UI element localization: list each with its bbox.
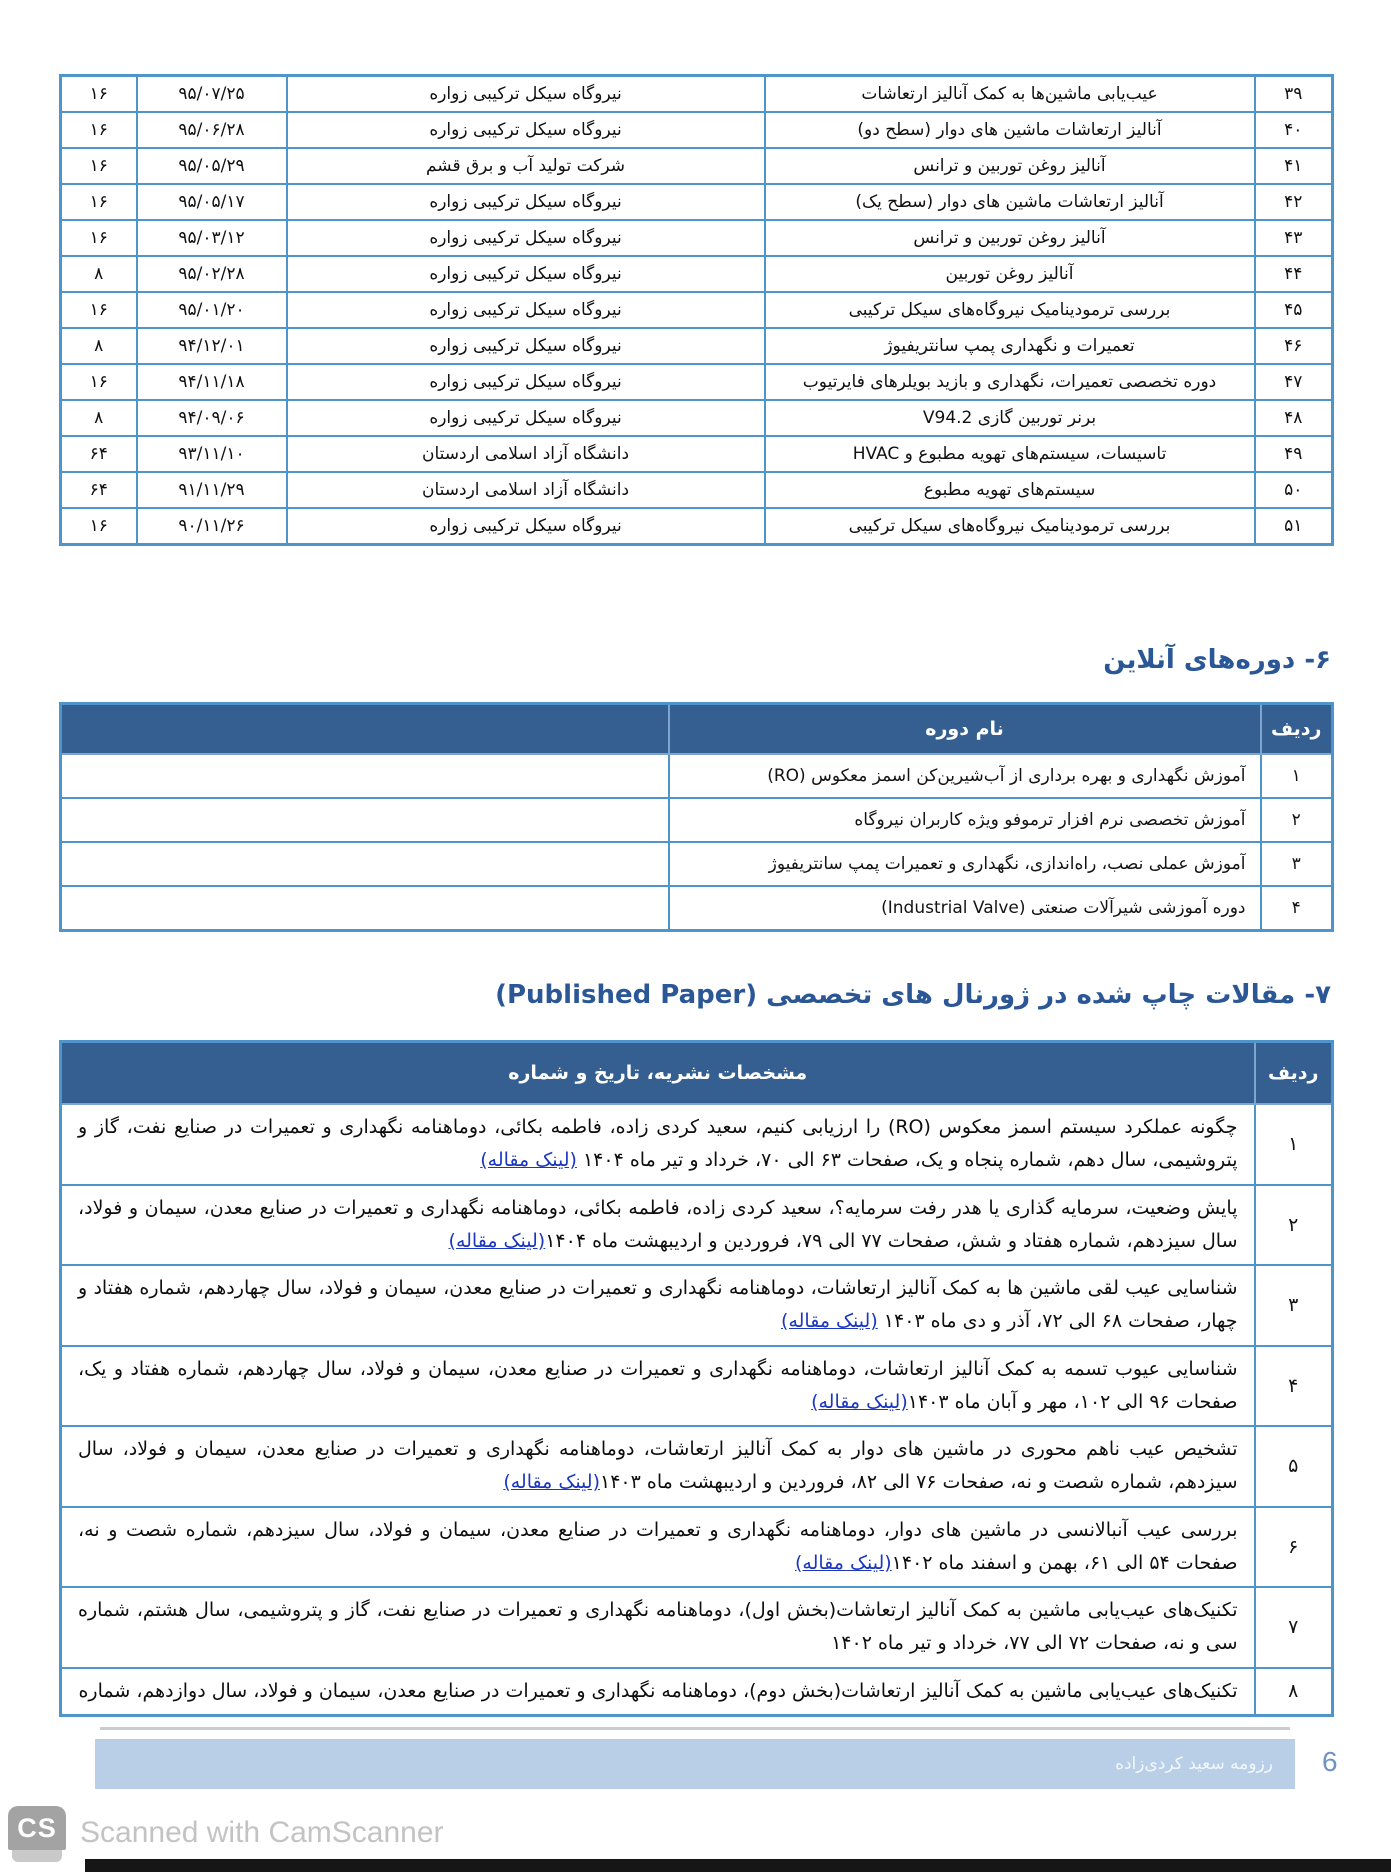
course-name: آنالیز روغن توربین و ترانس	[765, 220, 1255, 256]
course-row	[61, 328, 1333, 364]
course-place: نیروگاه سیکل ترکیبی زواره	[287, 220, 765, 256]
online-courses-table	[59, 702, 1334, 932]
course-date: ۹۳/۱۱/۱۰	[137, 436, 287, 472]
course-date: ۹۵/۰۶/۲۸	[137, 112, 287, 148]
paper-row-number: ۶	[1255, 1507, 1333, 1588]
course-name: آنالیز روغن توربین	[765, 256, 1255, 292]
course-row	[61, 472, 1333, 508]
online-course-row	[61, 886, 1333, 931]
paper-citation-text: شناسایی عیب لقی ماشین ها به کمک آنالیز ارتعاشات، دوماهنامه نگهداری و تعمیرات در صنایع معدن، سیمان و فولاد، سال چهاردهم، شماره هفتاد و چهار، صفحات ۶۸ الی ۷۲، آذر و دی ماه ۱۴۰۳	[78, 1277, 1238, 1333]
course-date: ۹۴/۰۹/۰۶	[137, 400, 287, 436]
course-row	[61, 76, 1333, 113]
course-row	[61, 292, 1333, 328]
online-course-row	[61, 754, 1333, 798]
course-place: نیروگاه سیکل ترکیبی زواره	[287, 364, 765, 400]
papers-header-description: مشخصات نشریه، تاریخ و شماره	[61, 1042, 1255, 1105]
course-name: بررسی ترمودینامیک نیروگاه‌های سیکل ترکیبی	[765, 508, 1255, 545]
camscanner-logo-box: CS	[8, 1806, 66, 1850]
course-row	[61, 220, 1333, 256]
paper-row-number: ۴	[1255, 1346, 1333, 1427]
online-course-name: آموزش عملی نصب، راه‌اندازی، نگهداری و تعمیرات پمپ سانتریفیوژ	[669, 842, 1261, 886]
paper-description	[61, 1346, 1255, 1427]
paper-link[interactable]: (لینک مقاله)	[480, 1149, 577, 1172]
course-row-number: ۴۳	[1255, 220, 1333, 256]
papers-table-body	[61, 1104, 1333, 1715]
online-row-number: ۳	[1261, 842, 1333, 886]
online-table-body	[61, 754, 1333, 931]
course-row	[61, 364, 1333, 400]
course-name: آنالیز ارتعاشات ماشین های دوار (سطح دو)	[765, 112, 1255, 148]
course-place: دانشگاه آزاد اسلامی اردستان	[287, 436, 765, 472]
course-place: نیروگاه سیکل ترکیبی زواره	[287, 256, 765, 292]
course-date: ۹۵/۰۵/۱۷	[137, 184, 287, 220]
course-row	[61, 256, 1333, 292]
course-hours: ۱۶	[61, 292, 137, 328]
paper-citation-text: تکنیک‌های عیب‌یابی ماشین به کمک آنالیز ارتعاشات(بخش اول)، دوماهنامه نگهداری و تعمیرات در صنایع نفت، گاز و پتروشیمی، سال هشتم، شماره سی و نه، صفحات ۷۲ الی ۷۷، خرداد و تیر ماه ۱۴۰۲	[78, 1599, 1238, 1655]
paper-row-number: ۱	[1255, 1104, 1333, 1185]
course-name: آنالیز روغن توربین و ترانس	[765, 148, 1255, 184]
paper-description	[61, 1265, 1255, 1346]
online-table-header-row	[61, 704, 1333, 755]
paper-row	[61, 1346, 1333, 1427]
course-row-number: ۵۰	[1255, 472, 1333, 508]
paper-row	[61, 1104, 1333, 1185]
course-row-number: ۴۶	[1255, 328, 1333, 364]
online-blank-cell	[61, 754, 669, 798]
course-date: ۹۵/۰۱/۲۰	[137, 292, 287, 328]
paper-link[interactable]: (لینک مقاله)	[503, 1471, 600, 1494]
course-hours: ۸	[61, 256, 137, 292]
online-course-row	[61, 798, 1333, 842]
footer-title: رزومه سعید کردی‌زاده	[1115, 1754, 1273, 1774]
course-date: ۹۴/۱۱/۱۸	[137, 364, 287, 400]
course-hours: ۸	[61, 400, 137, 436]
paper-description	[61, 1426, 1255, 1507]
paper-row-number: ۵	[1255, 1426, 1333, 1507]
paper-link[interactable]: (لینک مقاله)	[811, 1390, 908, 1413]
section-6-title: ۶- دوره‌های آنلاین	[1103, 645, 1331, 675]
course-row-number: ۴۲	[1255, 184, 1333, 220]
course-name: سیستم‌های تهویه مطبوع	[765, 472, 1255, 508]
paper-row	[61, 1426, 1333, 1507]
course-hours: ۶۴	[61, 472, 137, 508]
course-row	[61, 436, 1333, 472]
paper-row	[61, 1185, 1333, 1266]
course-name: دوره تخصصی تعمیرات، نگهداری و بازید بویلرهای فایرتیوب	[765, 364, 1255, 400]
course-hours: ۱۶	[61, 148, 137, 184]
courses-table-body	[61, 76, 1333, 545]
course-row	[61, 400, 1333, 436]
course-row-number: ۴۴	[1255, 256, 1333, 292]
course-row-number: ۴۱	[1255, 148, 1333, 184]
online-course-name: دوره آموزشی شیرآلات صنعتی (Industrial Valve)	[669, 886, 1261, 931]
course-date: ۹۵/۰۷/۲۵	[137, 76, 287, 113]
footer-bar	[95, 1739, 1295, 1789]
camscanner-label: Scanned with CamScanner	[80, 1816, 444, 1849]
course-date: ۹۱/۱۱/۲۹	[137, 472, 287, 508]
paper-link[interactable]: (لینک مقاله)	[781, 1310, 878, 1333]
course-date: ۹۵/۰۵/۲۹	[137, 148, 287, 184]
course-row-number: ۴۹	[1255, 436, 1333, 472]
course-name: آنالیز ارتعاشات ماشین های دوار (سطح یک)	[765, 184, 1255, 220]
online-course-name: آموزش تخصصی نرم افزار ترموفو ویژه کاربران نیروگاه	[669, 798, 1261, 842]
course-name: بررسی ترمودینامیک نیروگاه‌های سیکل ترکیبی	[765, 292, 1255, 328]
course-date: ۹۴/۱۲/۰۱	[137, 328, 287, 364]
course-hours: ۱۶	[61, 76, 137, 113]
course-place: نیروگاه سیکل ترکیبی زواره	[287, 400, 765, 436]
course-row-number: ۳۹	[1255, 76, 1333, 113]
paper-description	[61, 1185, 1255, 1266]
course-hours: ۱۶	[61, 220, 137, 256]
course-place: دانشگاه آزاد اسلامی اردستان	[287, 472, 765, 508]
course-place: نیروگاه سیکل ترکیبی زواره	[287, 76, 765, 113]
paper-row-number: ۲	[1255, 1185, 1333, 1266]
paper-row-number: ۷	[1255, 1587, 1333, 1668]
course-hours: ۱۶	[61, 364, 137, 400]
paper-row	[61, 1668, 1333, 1716]
course-hours: ۶۴	[61, 436, 137, 472]
course-place: نیروگاه سیکل ترکیبی زواره	[287, 292, 765, 328]
online-blank-cell	[61, 842, 669, 886]
paper-description	[61, 1587, 1255, 1668]
paper-link[interactable]: (لینک مقاله)	[794, 1551, 892, 1574]
course-date: ۹۵/۰۳/۱۲	[137, 220, 287, 256]
online-course-row	[61, 842, 1333, 886]
online-header-blank	[61, 704, 669, 755]
course-row	[61, 508, 1333, 545]
paper-row	[61, 1507, 1333, 1588]
paper-row	[61, 1587, 1333, 1668]
online-row-number: ۲	[1261, 798, 1333, 842]
course-date: ۹۵/۰۲/۲۸	[137, 256, 287, 292]
courses-table	[59, 74, 1334, 546]
online-blank-cell	[61, 798, 669, 842]
course-row	[61, 112, 1333, 148]
course-hours: ۱۶	[61, 112, 137, 148]
online-row-number: ۱	[1261, 754, 1333, 798]
camscanner-logo	[8, 1806, 66, 1862]
papers-header-row-number: ردیف	[1255, 1042, 1333, 1105]
page-number: 6	[1322, 1746, 1338, 1777]
course-row-number: ۵۱	[1255, 508, 1333, 545]
section-7-title: ۷- مقالات چاپ شده در ژورنال های تخصصی (Published Paper)	[495, 980, 1331, 1010]
paper-row	[61, 1265, 1333, 1346]
paper-row-number: ۸	[1255, 1668, 1333, 1716]
paper-citation-text: تکنیک‌های عیب‌یابی ماشین به کمک آنالیز ارتعاشات(بخش دوم)، دوماهنامه نگهداری و تعمیرات در صنایع معدن، سیمان و فولاد، سال دوازدهم، شماره	[78, 1679, 1238, 1702]
footer-divider	[100, 1727, 1290, 1730]
course-row-number: ۴۷	[1255, 364, 1333, 400]
course-place: شرکت تولید آب و برق قشم	[287, 148, 765, 184]
online-header-row-number: ردیف	[1261, 704, 1333, 755]
course-place: نیروگاه سیکل ترکیبی زواره	[287, 508, 765, 545]
paper-description	[61, 1668, 1255, 1716]
online-header-course-name: نام دوره	[669, 704, 1261, 755]
course-place: نیروگاه سیکل ترکیبی زواره	[287, 112, 765, 148]
paper-citation-text: پایش وضعیت، سرمایه گذاری یا هدر رفت سرمایه؟، سعید کردی زاده، فاطمه بکائی، دوماهنامه نگهداری و تعمیرات در صنایع معدن، سیمان و فولاد، سال سیزدهم، شماره هفتاد و شش، صفحات ۷۷ الی ۷۹، فروردین و اردیبهشت ماه ۱۴۰۴	[78, 1196, 1238, 1252]
course-row-number: ۴۵	[1255, 292, 1333, 328]
paper-link[interactable]: (لینک مقاله)	[448, 1229, 546, 1252]
course-name: تعمیرات و نگهداری پمپ سانتریفیوژ	[765, 328, 1255, 364]
course-place: نیروگاه سیکل ترکیبی زواره	[287, 184, 765, 220]
course-place: نیروگاه سیکل ترکیبی زواره	[287, 328, 765, 364]
camscanner-logo-flap	[12, 1850, 62, 1862]
paper-citation-text: تشخیص عیب ناهم محوری در ماشین های دوار به کمک آنالیز ارتعاشات، دوماهنامه نگهداری و تعمیرات در صنایع معدن، سیمان و فولاد، سال سیزدهم، شماره شصت و نه، صفحات ۷۶ الی ۸۲، فروردین و اردیبهشت ماه ۱۴۰۳	[78, 1438, 1238, 1494]
papers-table-header-row	[61, 1042, 1333, 1105]
paper-citation-text: بررسی عیب آنبالانسی در ماشین های دوار، دوماهنامه نگهداری و تعمیرات در صنایع معدن، سیمان و فولاد، سال سیزدهم، شماره شصت و نه، صفحات ۵۴ الی ۶۱، بهمن و اسفند ماه ۱۴۰۲	[78, 1518, 1238, 1574]
paper-citation-text: چگونه عملکرد سیستم اسمز معکوس (RO) را ارزیابی کنیم، سعید کردی زاده، فاطمه بکائی، دوماهنامه نگهداری و تعمیرات در صنایع نفت، گاز و پتروشیمی، سال دهم، شماره پنجاه و یک، صفحات ۶۳ الی ۷۰، خرداد و تیر ماه ۱۴۰۴	[78, 1116, 1238, 1172]
course-row	[61, 184, 1333, 220]
course-hours: ۱۶	[61, 508, 137, 545]
paper-description	[61, 1507, 1255, 1588]
course-name: عیب‌یابی ماشین‌ها به کمک آنالیز ارتعاشات	[765, 76, 1255, 113]
course-name: برنر توربین گازی V94.2	[765, 400, 1255, 436]
papers-table	[59, 1040, 1334, 1717]
course-name: تاسیسات، سیستم‌های تهویه مطبوع و HVAC	[765, 436, 1255, 472]
course-date: ۹۰/۱۱/۲۶	[137, 508, 287, 545]
course-row	[61, 148, 1333, 184]
paper-description	[61, 1104, 1255, 1185]
online-blank-cell	[61, 886, 669, 931]
course-row-number: ۴۰	[1255, 112, 1333, 148]
paper-citation-text: شناسایی عیوب تسمه به کمک آنالیز ارتعاشات، دوماهنامه نگهداری و تعمیرات در صنایع معدن، سیمان و فولاد، سال چهاردهم، شماره هفتاد و یک، صفحات ۹۶ الی ۱۰۲، مهر و آبان ماه ۱۴۰۳	[78, 1357, 1238, 1413]
course-hours: ۱۶	[61, 184, 137, 220]
online-row-number: ۴	[1261, 886, 1333, 931]
online-course-name: آموزش نگهداری و بهره برداری از آب‌شیرین‌کن اسمز معکوس (RO)	[669, 754, 1261, 798]
course-hours: ۸	[61, 328, 137, 364]
course-row-number: ۴۸	[1255, 400, 1333, 436]
paper-row-number: ۳	[1255, 1265, 1333, 1346]
bottom-dark-bar	[85, 1859, 1391, 1872]
